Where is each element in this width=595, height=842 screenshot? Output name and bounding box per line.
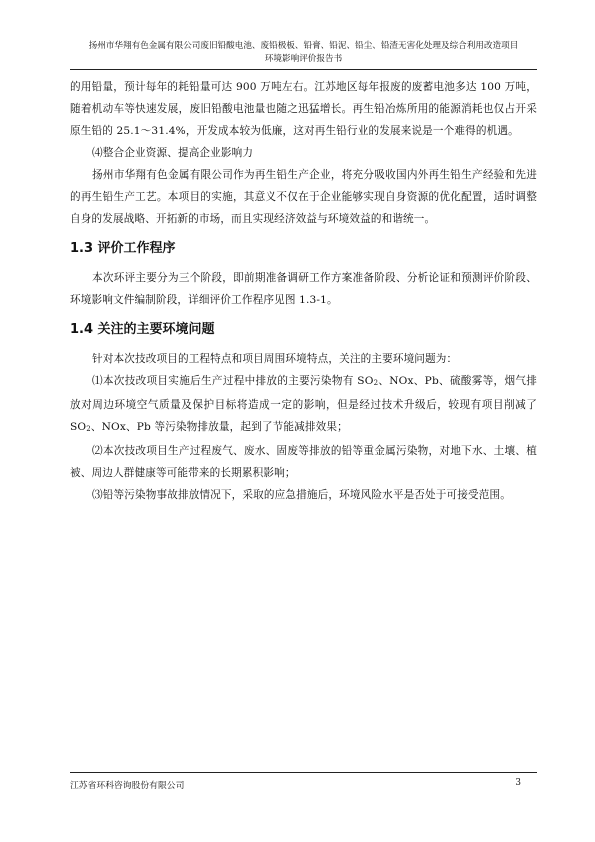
header-divider xyxy=(70,69,537,70)
header-title-line2: 环境影响评价报告书 xyxy=(264,54,343,64)
issue-1-text-b: 、NOx、Pb、硫酸雾等，烟气排放对周边环境空气质量及保护目标将造成一定的影响，但是经过技术升级后，较现有项目削减了 SO xyxy=(70,375,537,433)
footer-company: 江苏省环科咨询股份有限公司 xyxy=(70,781,185,791)
page-header xyxy=(70,40,537,66)
section-1-4-intro: 针对本次技改项目的工程特点和项目周围环境特点，关注的主要环境问题为： xyxy=(92,353,458,365)
page-number: 3 xyxy=(515,778,521,788)
so2-subscript: 2 xyxy=(373,379,379,387)
item4-paragraph: 扬州市华翔有色金属有限公司作为再生铅生产企业，将充分吸收国内外再生铅生产经验和先进的再生铅生产工艺。本项目的实施，其意义不仅在于企业能够实现自身资源的优化配置，适时调整自身的发展战略、开拓新的市场，而且实现经济效益与环境效益的和谐统一。 xyxy=(70,169,537,225)
footer-divider xyxy=(70,772,537,773)
issue-1-text-c: 、NOx、Pb 等污染物排放量，起到了节能减排效果； xyxy=(90,421,348,433)
section-1-3-heading: 1.3 评价工作程序 xyxy=(70,241,176,256)
so2-subscript: 2 xyxy=(86,425,91,433)
header-title-line1: 扬州市华翔有色金属有限公司废旧铅酸电池、废铅极板、铅膏、铅泥、铅尘、铅渣无害化处理及综合利用改造项目 xyxy=(88,41,519,51)
issue-1-paragraph xyxy=(70,370,537,440)
document-body xyxy=(70,76,537,506)
intro-paragraph: 的用铅量，预计每年的耗铅量可达 900 万吨左右。江苏地区每年报废的废蓄电池多达 100 万吨，随着机动车等快速发展，废旧铅酸电池量也随之迅猛增长。再生铅冶炼所用的能源消耗也仅占开采原生铅的 25.1～31.4%，开发成本较为低廉，这对再生铅行业的发展来说是一个难得的机遇。 xyxy=(70,81,537,137)
issue-2-paragraph: ⑵本次技改项目生产过程废气、废水、固废等排放的铅等重金属污染物，对地下水、土壤、植被、周边人群健康等可能带来的长期累积影响； xyxy=(70,445,537,479)
section-1-3-paragraph: 本次环评主要分为三个阶段，即前期准备调研工作方案准备阶段、分析论证和预测评价阶段、环境影响文件编制阶段，详细评价工作程序见图 1.3-1。 xyxy=(70,272,537,306)
section-1-4-heading: 1.4 关注的主要环境问题 xyxy=(70,322,215,337)
item4-title: ⑷整合企业资源、提高企业影响力 xyxy=(92,147,254,159)
issue-3-paragraph: ⑶铅等污染物事故排放情况下，采取的应急措施后，环境风险水平是否处于可接受范围。 xyxy=(92,489,512,501)
issue-1-text-a: ⑴本次技改项目实施后生产过程中排放的主要污染物有 SO xyxy=(92,375,374,387)
